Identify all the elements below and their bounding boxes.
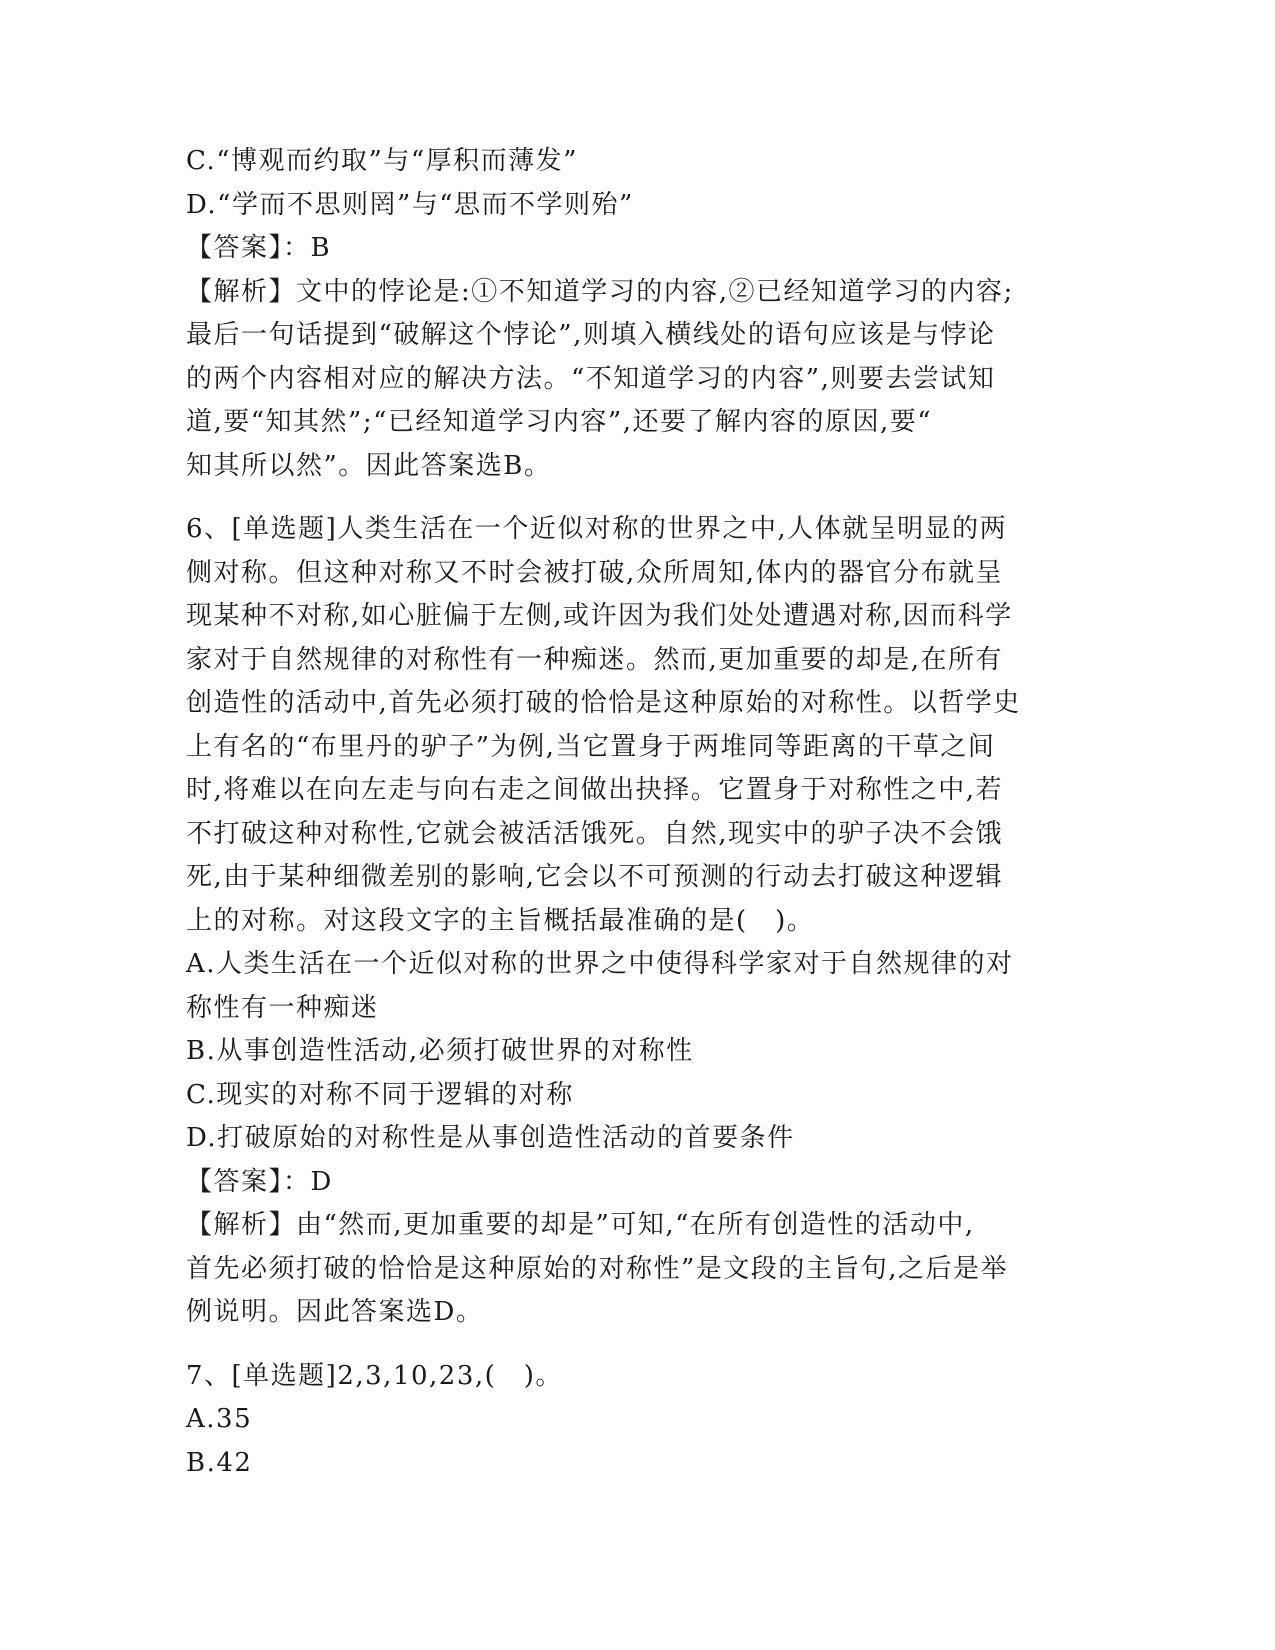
answer-label: 【答案】：B <box>186 233 332 263</box>
option-c: C.现实的对称不同于逻辑的对称 <box>186 1079 574 1110</box>
option-c: C.“博观而约取”与“厚积而薄发” <box>186 146 578 176</box>
question-7-block <box>186 1355 1086 1486</box>
analysis-line: 例说明。因此答案选D。 <box>186 1297 484 1327</box>
option-d: D.打破原始的对称性是从事创造性活动的首要条件 <box>186 1123 795 1153</box>
analysis-line: 首先必须打破的恰恰是这种原始的对称性”是文段的主旨句,之后是举 <box>186 1253 1009 1284</box>
option-a: A.人类生活在一个近似对称的世界之中使得科学家对于自然规律的对 <box>186 949 1014 979</box>
question-6-block <box>186 508 1086 1335</box>
option-b: B.从事创造性活动,必须打破世界的对称性 <box>186 1036 694 1066</box>
option-a: A.35 <box>186 1404 253 1434</box>
section-gap <box>186 1335 1086 1355</box>
option-a-continued: 称性有一种痴迷 <box>186 992 379 1023</box>
answer-label: 【答案】：D <box>186 1166 333 1197</box>
question-stem-line: 7、[单选题]2,3,10,23,( )。 <box>186 1360 563 1391</box>
question-stem-line: 现某种不对称,如心脏偏于左侧,或许因为我们处处遭遇对称,因而科学 <box>186 601 1013 631</box>
question-stem-line: 6、[单选题]人类生活在一个近似对称的世界之中,人体就呈明显的两 <box>186 514 1008 544</box>
exam-page <box>186 140 1086 1485</box>
section-gap <box>186 488 1086 508</box>
question-stem-line: 侧对称。但这种对称又不时会被打破,众所周知,体内的器官分布就呈 <box>186 557 1004 588</box>
question-stem-line: 上有名的“布里丹的驴子”为例,当它置身于两堆同等距离的干草之间 <box>186 731 996 762</box>
question-stem-line: 上的对称。对这段文字的主旨概括最准确的是( )。 <box>186 905 815 936</box>
option-d: D.“学而不思则罔”与“思而不学则殆” <box>186 189 634 220</box>
option-b: B.42 <box>186 1447 253 1478</box>
question-stem-line: 家对于自然规律的对称性有一种痴迷。然而,更加重要的却是,在所有 <box>186 644 1004 675</box>
question-stem-line: 不打破这种对称性,它就会被活活饿死。自然,现实中的驴子决不会饿 <box>186 818 1004 849</box>
analysis-line: 最后一句话提到“破解这个悖论”,则填入横线处的语句应该是与悖论 <box>186 320 996 350</box>
analysis-line: 知其所以然”。因此答案选B。 <box>186 450 552 481</box>
question-stem-line: 创造性的活动中,首先必须打破的恰恰是这种原始的对称性。以哲学史 <box>186 688 1021 718</box>
analysis-line: 【解析】文中的悖论是:①不知道学习的内容,②已经知道学习的内容; <box>186 276 1014 307</box>
analysis-line: 【解析】由“然而,更加重要的却是”可知,“在所有创造性的活动中, <box>186 1210 975 1240</box>
analysis-line: 道,要“知其然”;“已经知道学习内容”,还要了解内容的原因,要“ <box>186 407 933 437</box>
question-stem-line: 时,将难以在向左走与向右走之间做出抉择。它置身于对称性之中,若 <box>186 775 1004 805</box>
question-5-block <box>186 140 1086 488</box>
question-stem-line: 死,由于某种细微差别的影响,它会以不可预测的行动去打破这种逻辑 <box>186 862 1004 892</box>
analysis-line: 的两个内容相对应的解决方法。“不知道学习的内容”,则要去尝试知 <box>186 363 996 394</box>
